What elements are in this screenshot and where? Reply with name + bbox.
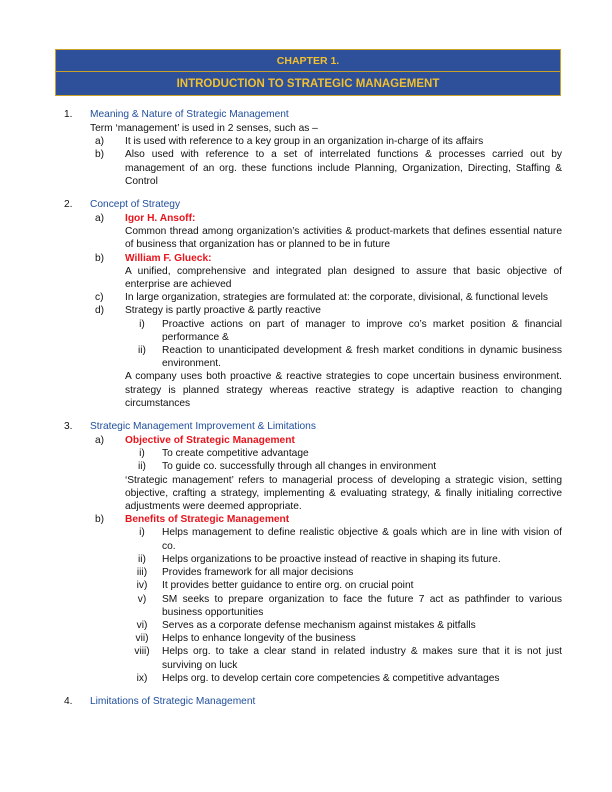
section-number: 2.: [64, 199, 73, 211]
sub-list-text: Helps management to define realistic objective & goals which are in line with vision of co.: [162, 527, 562, 552]
sub-list-label: iii): [136, 567, 148, 579]
sub-list-text: Helps org. to take a clear stand in related industry & makes sure that it is not just surviving on luck: [162, 646, 562, 671]
list-item: [0, 135, 612, 148]
sub-list-item: [0, 566, 612, 579]
sub-list-item: [0, 526, 612, 552]
sub-list-text: To create competitive advantage: [162, 448, 309, 460]
sub-list-text: Proactive actions on part of manager to improve co’s market position & financial performance &: [162, 318, 562, 343]
section-number: 3.: [64, 421, 73, 433]
sub-list-item: [0, 460, 612, 473]
list-item: [0, 513, 612, 526]
section-heading-3: [0, 420, 612, 434]
definition-text: A unified, comprehensive and integrated plan designed to assure that basic objective of enterprise are achieved: [125, 265, 562, 291]
sub-list-label: viii): [134, 646, 150, 658]
sub-list-text: Helps organizations to be proactive instead of reactive in shaping its future.: [162, 553, 501, 565]
sub-list-item: [0, 672, 612, 685]
sub-list-label: ii): [138, 461, 146, 473]
section-heading-4: [0, 695, 612, 709]
list-item: [0, 148, 612, 188]
sub-list-item: [0, 632, 612, 645]
sub-list-item: [0, 344, 612, 370]
sub-list-text: To guide co. successfully through all changes in environment: [162, 461, 437, 473]
list-label: c): [95, 292, 104, 304]
list-label: a): [95, 136, 105, 148]
sub-list-text: Helps to enhance longevity of the business: [162, 633, 356, 645]
section-number: 1.: [64, 109, 73, 120]
sub-list-text: Helps org. to develop certain core competencies & competitive advantages: [162, 672, 500, 684]
list-item: [0, 212, 612, 225]
list-label: d): [95, 305, 105, 317]
author-heading: Igor H. Ansoff:: [125, 213, 196, 225]
section-heading-1: [0, 108, 612, 122]
author-heading: William F. Glueck:: [125, 252, 212, 264]
list-text: Strategy is partly proactive & partly reactive: [125, 305, 321, 317]
section-heading-2: [0, 198, 612, 212]
sub-list-label: v): [137, 593, 147, 605]
sub-list-label: vii): [135, 633, 149, 645]
subsection-heading: Benefits of Strategic Management: [125, 514, 290, 526]
sub-list-item: [0, 553, 612, 566]
sub-list-label: iv): [136, 580, 148, 592]
section-number: 4.: [64, 695, 73, 707]
sub-list-text: SM seeks to prepare organization to face the future 7 act as pathfinder to various business opportunities: [162, 593, 562, 618]
list-label: a): [95, 213, 105, 225]
list-label: b): [95, 149, 105, 161]
sub-list-item: [0, 645, 612, 671]
list-text: It is used with reference to a key group in an organization in-charge of its affairs: [125, 136, 484, 148]
note-paragraph: A company uses both proactive & reactive strategies to cope uncertain business environment. strategy is planned strategy whereas reactive strategy is adaptive reaction to changing circumstances: [125, 371, 562, 409]
sub-list-label: ix): [136, 672, 148, 684]
list-label: b): [95, 514, 105, 526]
chapter-number: CHAPTER 1.: [56, 50, 560, 72]
list-text: In large organization, strategies are formulated at: the corporate, divisional, & functional levels: [125, 292, 549, 304]
subsection-heading: Objective of Strategic Management: [125, 435, 295, 447]
document-body: [0, 108, 612, 709]
sub-list-text: Provides framework for all major decisions: [162, 567, 354, 579]
section-title: Strategic Management Improvement & Limitations: [90, 421, 316, 433]
sub-list-item: [0, 593, 612, 619]
sub-list-label: i): [139, 318, 145, 330]
sub-list-text: Reaction to unanticipated development & fresh market conditions in dynamic business environment.: [162, 345, 562, 370]
list-item: [0, 252, 612, 265]
sub-list-label: i): [139, 448, 145, 460]
sub-list-item: [0, 619, 612, 632]
section-title: Concept of Strategy: [90, 199, 181, 211]
chapter-title: INTRODUCTION TO STRATEGIC MANAGEMENT: [176, 78, 440, 90]
sub-list-label: ii): [138, 553, 146, 565]
sub-list-text: It provides better guidance to entire org. on crucial point: [162, 580, 414, 592]
sub-list-item: [0, 447, 612, 460]
definition-text: Common thread among organization’s activities & product-markets that defines essential nature of business that organization has or planned to be in future: [125, 226, 562, 251]
sub-list-text: Serves as a corporate defense mechanism against mistakes & pitfalls: [162, 619, 476, 631]
section-intro: Term ‘management’ is used in 2 senses, such as –: [90, 123, 318, 134]
list-text: Also used with reference to a set of interrelated functions & processes carried out by management of an org. these functions include Planning, Organization, Directing, Staffing & Control: [125, 149, 562, 187]
sub-list-item: [0, 579, 612, 592]
sub-list-label: i): [139, 527, 145, 539]
note-paragraph: ‘Strategic management’ refers to managerial process of developing a strategic vision, setting objective, crafting a strategy, implementing & evaluating strategy, & finally initialing corrective adjustments were deemed appropriate.: [125, 474, 562, 513]
section-title: Meaning & Nature of Strategic Management: [90, 109, 289, 120]
list-label: a): [95, 435, 105, 447]
sub-list-label: ii): [138, 345, 146, 357]
sub-list-item: [0, 318, 612, 344]
list-item: [0, 291, 612, 304]
chapter-banner: [55, 49, 561, 96]
list-item: [0, 304, 612, 317]
sub-list-label: vi): [136, 619, 148, 631]
list-item: [0, 434, 612, 447]
list-label: b): [95, 252, 105, 264]
section-title: Limitations of Strategic Management: [90, 695, 256, 707]
